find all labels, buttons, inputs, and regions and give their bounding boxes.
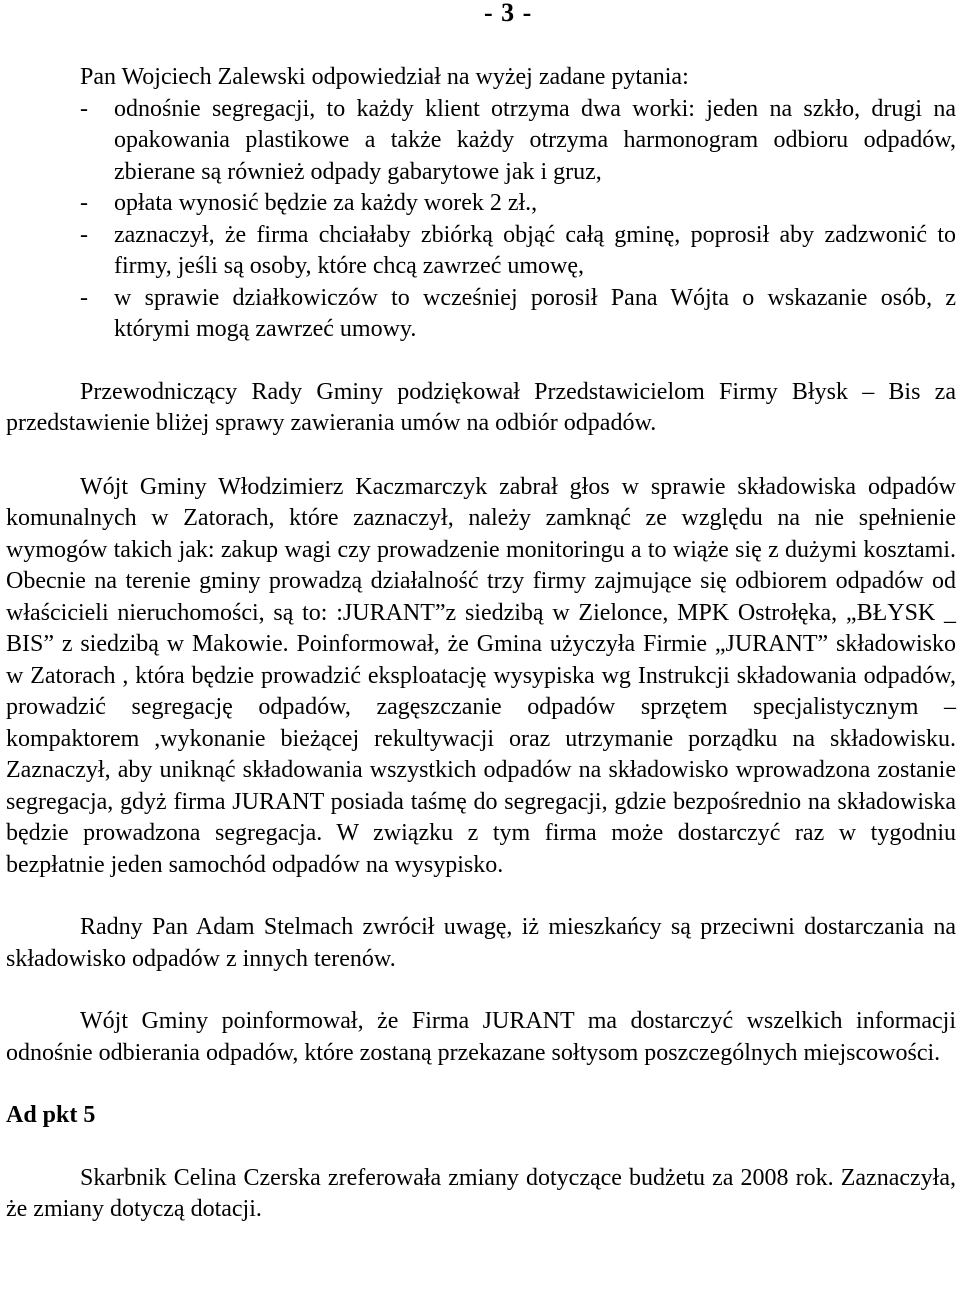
list-item-text: w sprawie działkowiczów to wcześniej porosił Pana Wójta o wskazanie osób, z którymi mogą zawrzeć umowy. — [114, 284, 956, 342]
list-item-text: odnośnie segregacji, to każdy klient otrzyma dwa worki: jeden na szkło, drugi na opakowania plastikowe a także każdy otrzyma harmonogram odbioru odpadów, zbierane są również odpady gabarytowe jak i gruz, — [114, 95, 956, 185]
paragraph-mayor-landfill: Wójt Gminy Włodzimierz Kaczmarczyk zabrał głos w sprawie składowiska odpadów komunalnych w Zatorach, które zaznaczył, należy zamknąć ze względu na nie spełnienie wymogów takich jak: zakup wagi czy prowadzenie monitoringu a to wiąże się z dużymi kosztami. Obecnie na terenie gminy prowadzą działalność trzy firmy zajmujące się odbiorem odpadów od właścicieli nieruchomości, są to: :JURANT”z siedzibą w Zielonce, MPK Ostrołęka, „BŁYSK _ BIS” z siedzibą w Makowie. Poinformował, że Gmina użyczyła Firmie „JURANT” składowisko w Zatorach , która będzie prowadzić eksploatację wysypiska wg Instrukcji składowania odpadów, prowadzić segregację odpadów, zagęszczanie odpadów sprzętem specjalistycznym – kompaktorem ,wykonanie bieżącej rekultywacji oraz utrzymanie porządku na składowisku. Zaznaczył, aby uniknąć składowania wszystkich odpadów na składowisko wprowadzona zostanie segregacja, gdyż firma JURANT posiada taśmę do segregacji, gdzie bezpośrednio na składowiska będzie prowadzona segregacja. W związku z tym firma może dostarczyć raz w tygodniu bezpłatnie jeden samochód odpadów na wysypisko. — [6, 473, 956, 878]
document-body — [6, 62, 956, 1226]
list-item-text: opłata wynosić będzie za każdy worek 2 zł., — [114, 190, 538, 216]
paragraph-chairman: Przewodniczący Rady Gminy podziękował Przedstawicielom Firmy Błysk – Bis za przedstawienie bliżej sprawy zawierania umów na odbiór odpadów. — [6, 378, 956, 436]
page-number: - 3 - — [484, 0, 533, 27]
paragraph-treasurer: Skarbnik Celina Czerska zreferowała zmiany dotyczące budżetu za 2008 rok. Zaznaczyła, że zmiany dotyczą dotacji. — [6, 1164, 956, 1222]
paragraph-councillor: Radny Pan Adam Stelmach zwrócił uwagę, iż mieszkańcy są przeciwni dostarczania na składowisko odpadów z innych terenów. — [6, 914, 956, 972]
list-item — [6, 188, 956, 220]
list-item — [6, 220, 956, 283]
list-item — [6, 94, 956, 189]
list-dash: - — [80, 190, 88, 216]
list-dash: - — [80, 95, 88, 122]
list-item-text: zaznaczył, że firma chciałaby zbiórką objąć całą gminę, poprosił aby zadzwonić to firmy, jeśli są osoby, które chcą zawrzeć umowę, — [114, 221, 956, 279]
list-dash: - — [80, 284, 88, 311]
intro-line: Pan Wojciech Zalewski odpowiedział na wyżej zadane pytania: — [80, 64, 689, 90]
list-item — [6, 283, 956, 346]
section-heading: Ad pkt 5 — [6, 1102, 96, 1128]
paragraph-mayor-info: Wójt Gminy poinformował, że Firma JURANT ma dostarczyć wszelkich informacji odnośnie odbierania odpadów, które zostaną przekazane sołtysom poszczególnych miejscowości. — [6, 1008, 956, 1066]
list-dash: - — [80, 221, 88, 248]
